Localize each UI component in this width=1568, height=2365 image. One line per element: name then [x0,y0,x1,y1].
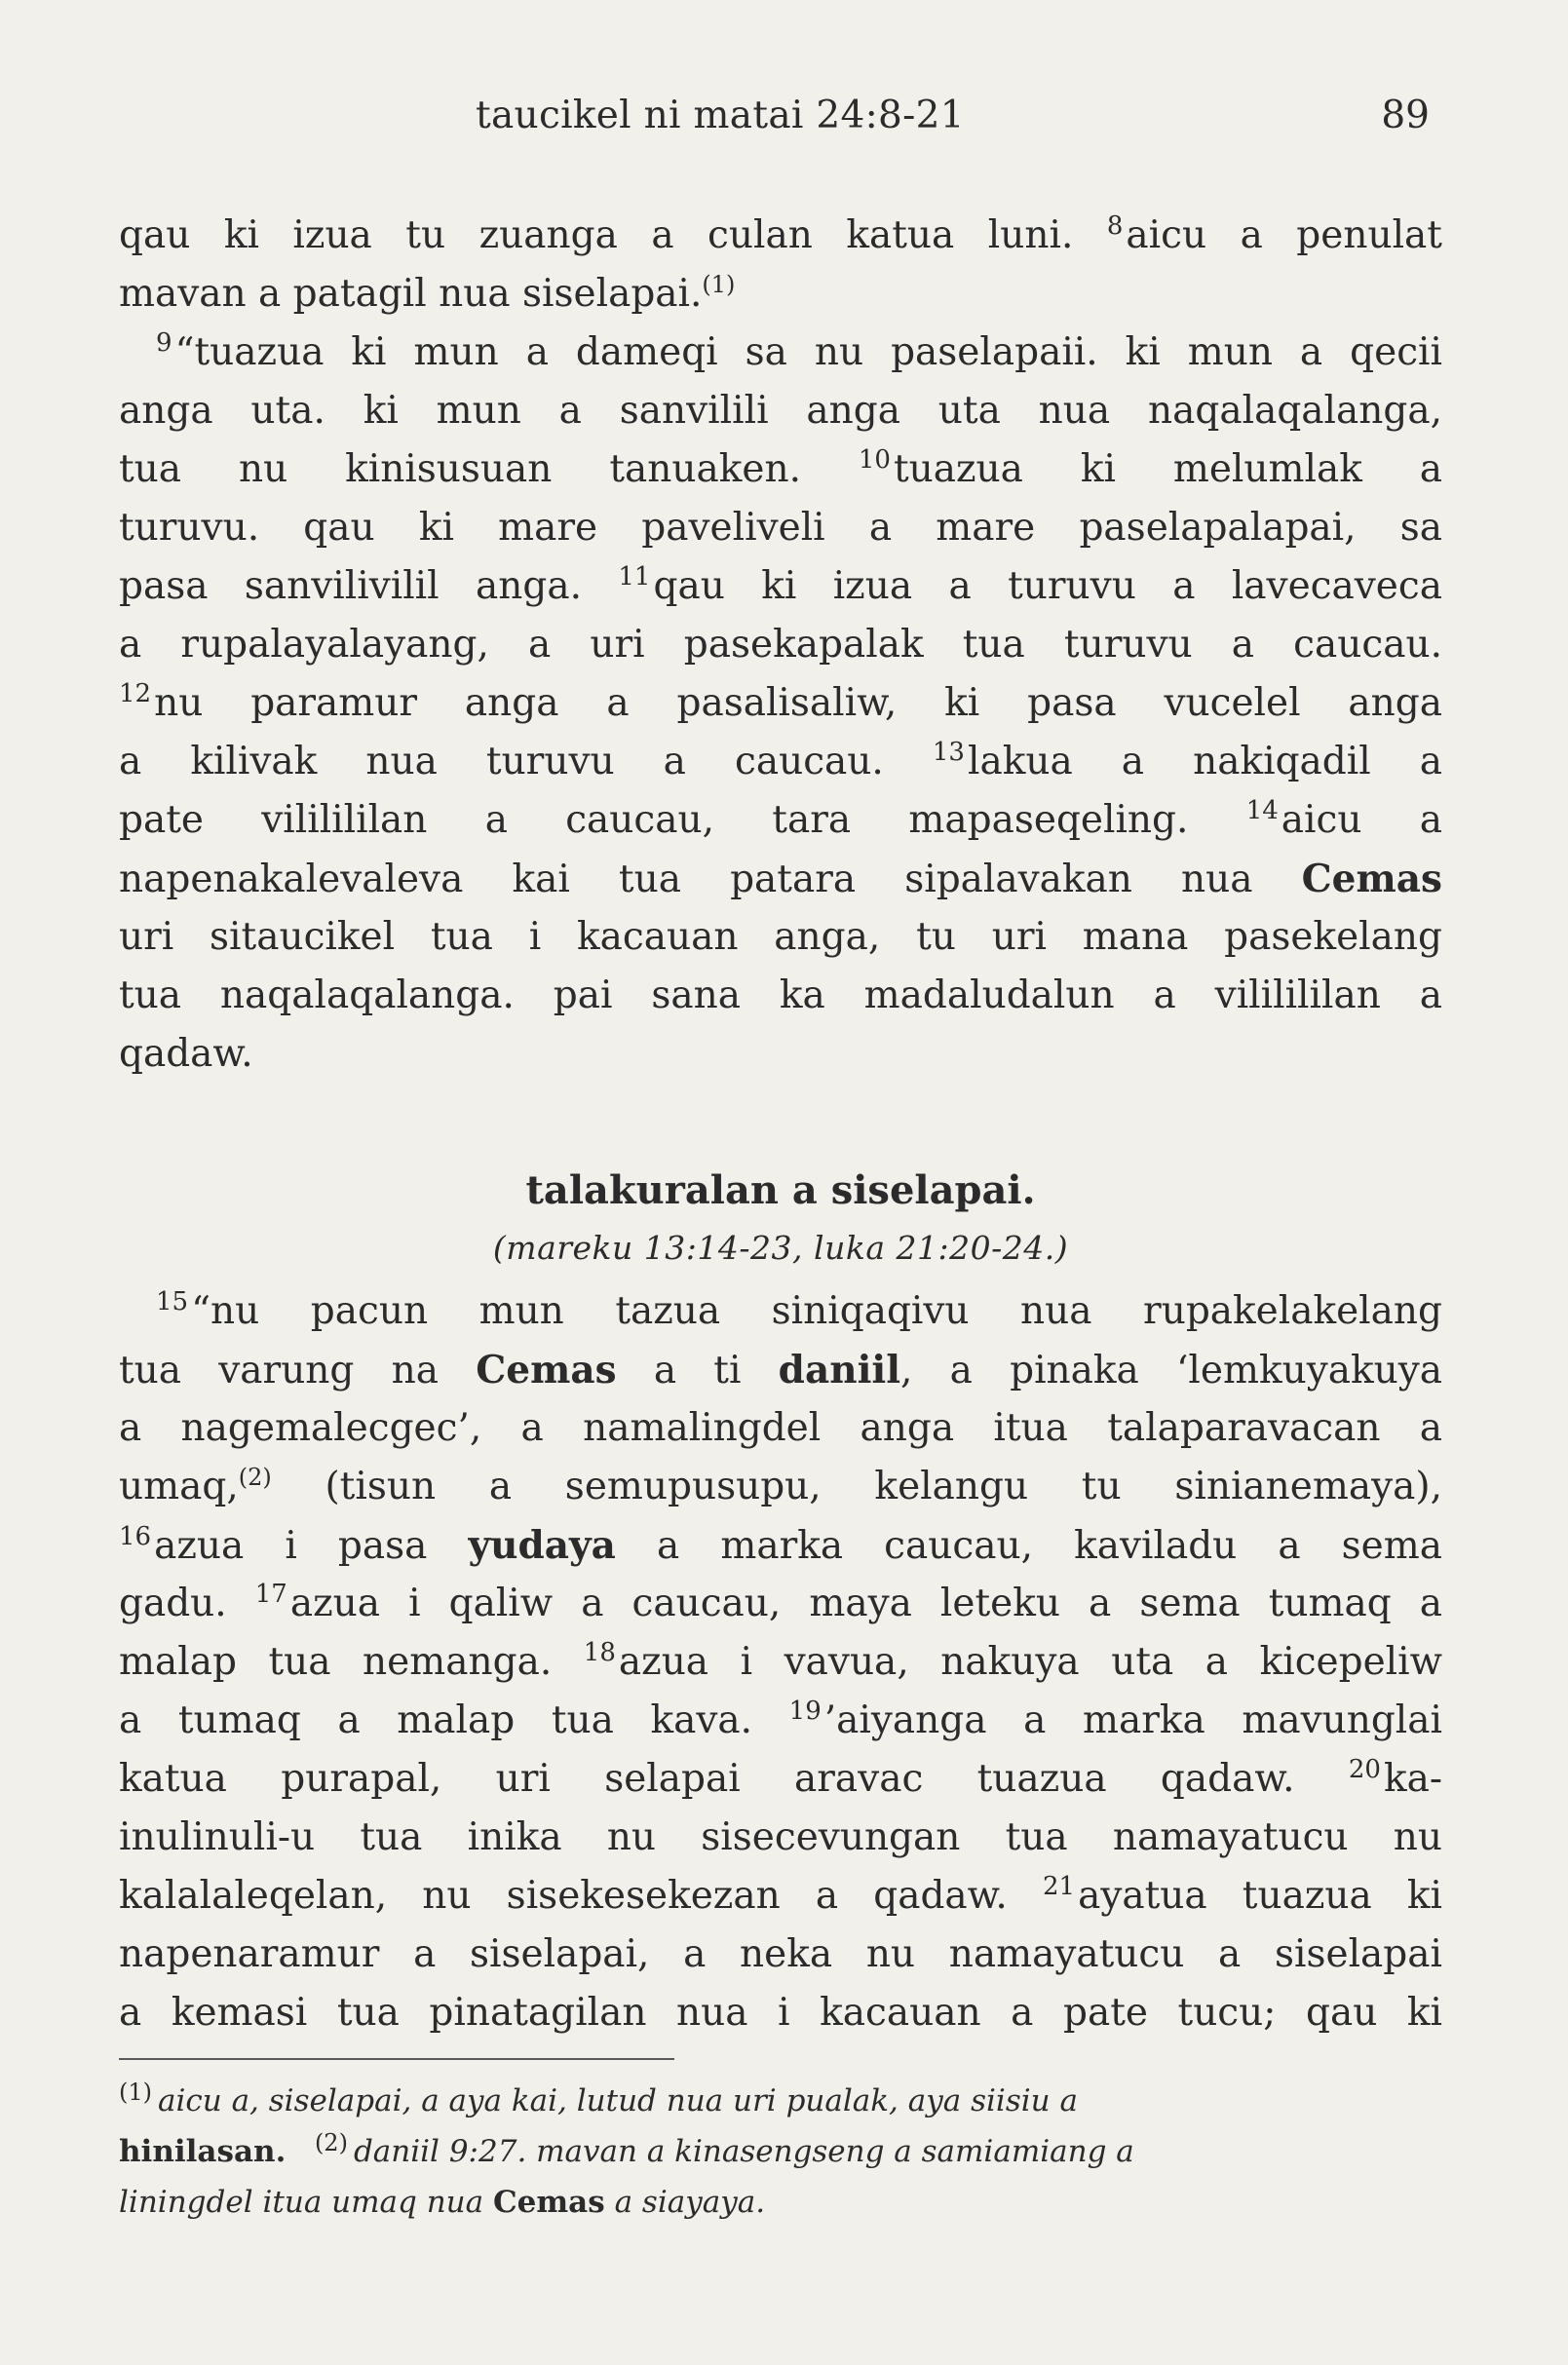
running-title: taucikel ni matai 24:8-21 [476,94,965,137]
text-span: aicu a [1281,798,1442,842]
text-span: tua naqalaqalanga. pai sana ka madaludalun a vililililan a [119,973,1442,1017]
text-line [119,265,1442,324]
footnote-marker: (1) [702,271,736,298]
page-header [0,94,1568,152]
footnote-line [119,2177,1442,2228]
text-span: qau ki izua a turuvu a lavecaveca [653,564,1442,608]
main-text [119,207,1442,2042]
text-span: “tuazua ki mun a dameqi sa nu paselapaii. ki mun a qecii [174,330,1442,374]
text-span: napenaramur a siselapai, a neka nu namayatucu a siselapai [119,1932,1442,1976]
text-line [119,967,1442,1025]
footnote-rule [119,2058,674,2060]
verse-number: 12 [119,679,152,708]
verse-number: 20 [1348,1755,1381,1784]
proper-name: daniil [778,1348,901,1392]
text-span: malap tua nemanga. [119,1640,553,1684]
text-span: mavan a patagil nua siselapai. [119,272,703,316]
text-line [119,1516,1442,1575]
text-line [119,850,1442,908]
section-heading: talakuralan a siselapai. [525,1167,1036,1213]
text-span: pasa sanvilivilil anga. [119,564,582,608]
verse-number: 18 [583,1638,616,1667]
footnote-text: daniil 9:27. mavan a kinasengseng a samiamiang a [353,2134,1134,2169]
text-line [119,1867,1442,1926]
footnote-number: (2) [314,2128,348,2156]
text-span: a tumaq a malap tua kava. [119,1698,753,1742]
cross-reference: (mareku 13:14-23, luka 21:20-24.) [492,1229,1069,1267]
text-span: napenakalevaleva kai tua patara sipalavakan nua [119,858,1253,901]
text-span: (tisun a semupusupu, kelangu tu sinianemaya), [325,1465,1442,1508]
text-span: katua purapal, uri selapai aravac tuazua qadaw. [119,1757,1295,1801]
text-line [119,382,1442,440]
text-span: lakua a nakiqadil a [967,740,1442,783]
text-span: pate vililililan a caucau, tara mapaseqeling. [119,798,1189,842]
verse-number: 17 [254,1580,287,1609]
footnote-bold-term: Cemas [492,2185,605,2220]
divine-name: Cemas [1301,857,1442,901]
verse-number: 19 [788,1697,822,1726]
text-span: inulinuli-u tua inika nu sisecevungan tua namayatucu nu [119,1815,1442,1859]
text-line [119,440,1442,499]
text-line [119,1750,1442,1809]
text-span: azua i qaliw a caucau, maya leteku a sema tumaq a [289,1582,1442,1625]
verse-number: 11 [618,562,651,591]
text-line [119,207,1442,265]
text-line [119,1341,1442,1399]
text-line [119,1926,1442,1984]
footnote-text: a siayaya. [614,2185,766,2220]
text-span: qadaw. [119,1032,253,1076]
text-line [119,1633,1442,1692]
section-spacer [119,1084,1442,1162]
footnote-line [119,2126,1442,2177]
footnote-text: aicu a, siselapai, a aya kai, lutud nua uri pualak, aya siisiu a [158,2083,1078,2118]
text-span: turuvu. qau ki mare paveliveli a mare paselapalapai, sa [119,506,1442,550]
text-span: , a pinaka ‘lemkuyakuya [900,1349,1442,1392]
place-name: yudaya [468,1523,616,1568]
text-span: umaq, [119,1465,239,1508]
verse-number: 9 [156,328,172,358]
text-line [119,1458,1442,1516]
footnote-text: liningdel itua umaq nua [119,2185,484,2220]
text-line [119,733,1442,791]
text-span: a nagemalecgec’, a namalingdel anga itua talaparavacan a [119,1406,1442,1450]
text-line [119,908,1442,967]
text-span: ’aiyanga a marka mavunglai [823,1698,1442,1742]
text-span: a kilivak nua turuvu a caucau. [119,740,884,783]
text-line [119,1575,1442,1633]
text-span: a rupalayalayang, a uri pasekapalak tua turuvu a caucau. [119,623,1442,667]
text-span: ayatua tuazua ki [1078,1874,1442,1918]
text-span: a marka caucau, kaviladu a sema [657,1524,1442,1568]
text-line [119,1692,1442,1750]
footnote-number: (1) [119,2078,152,2106]
text-span: ka- [1383,1757,1442,1801]
text-span: azua i pasa [154,1524,428,1568]
text-line [119,1809,1442,1867]
text-span: tuazua ki melumlak a [893,447,1442,491]
text-span: a kemasi tua pinatagilan nua i kacauan a pate tucu; qau ki [119,1991,1442,2035]
footnote-bold-term: hinilasan. [119,2134,287,2169]
text-span: uri sitaucikel tua i kacauan anga, tu uri mana pasekelang [119,915,1442,959]
verse-number: 16 [119,1522,152,1551]
text-line [119,1984,1442,2042]
verse-number: 21 [1042,1872,1076,1901]
page-number: 89 [1381,94,1430,137]
footnotes [119,2058,1442,2228]
text-line [119,499,1442,557]
footnote-marker: (2) [238,1464,272,1491]
divine-name: Cemas [476,1348,617,1392]
text-span: qau ki izua tu zuanga a culan katua luni. [119,213,1074,257]
text-span: gadu. [119,1582,227,1625]
text-line [119,674,1442,733]
text-span: azua i vavua, nakuya uta a kicepeliw [618,1640,1442,1684]
text-line [119,1399,1442,1458]
verse-number: 14 [1245,796,1279,825]
text-span: tua varung na [119,1349,439,1392]
text-line [119,557,1442,616]
text-span: a ti [653,1349,742,1392]
text-line [119,1025,1442,1084]
text-span: nu paramur anga a pasalisaliw, ki pasa vucelel anga [154,681,1442,725]
verse-number: 10 [858,445,891,475]
text-span: anga uta. ki mun a sanvilili anga uta nua naqalaqalanga, [119,389,1442,433]
text-span: tua nu kinisusuan tanuaken. [119,447,801,491]
text-line [119,1282,1442,1341]
text-span: aicu a penulat [1126,213,1442,257]
text-span: “nu pacun mun tazua siniqaqivu nua rupakelakelang [191,1289,1442,1333]
verse-number: 8 [1106,211,1124,241]
text-line [119,616,1442,674]
verse-number: 13 [932,738,965,767]
footnote-line [119,2076,1442,2126]
text-span: kalalaleqelan, nu sisekesekezan a qadaw. [119,1874,1008,1918]
text-line [119,324,1442,382]
verse-number: 15 [156,1287,189,1316]
text-line [119,791,1442,850]
